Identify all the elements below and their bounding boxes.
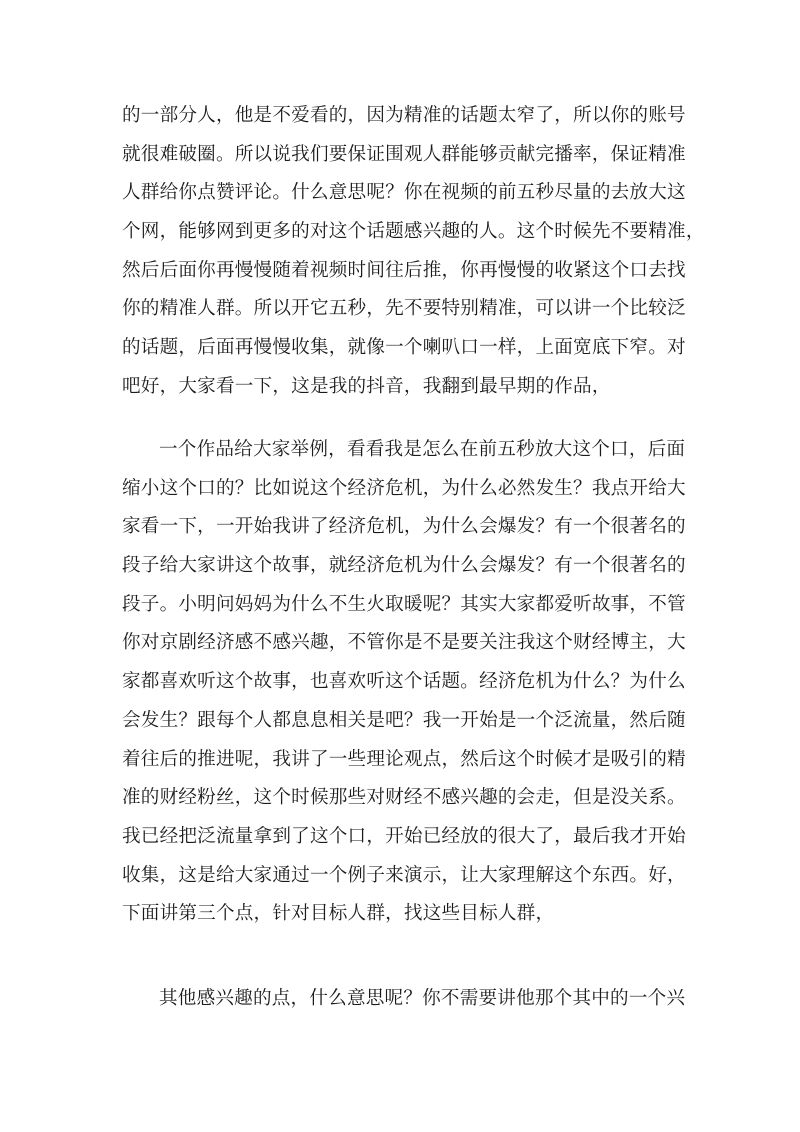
text-line: 准的财经粉丝，这个时候那些对财经不感兴趣的会走，但是没关系。 [122, 787, 686, 809]
text-line: 你的精准人群。所以开它五秒，先不要特别精准，可以讲一个比较泛 [122, 298, 686, 320]
text-line: 你对京剧经济感不感兴趣，不管你是不是要关注我这个财经博主，大 [122, 632, 686, 654]
text-line: 一个作品给大家举例，看看我是怎么在前五秒放大这个口，后面 [159, 439, 686, 460]
text-line: 会发生？跟每个人都息息相关是吧？我一开始是一个泛流量，然后随 [122, 709, 686, 731]
text-line: 我已经把泛流量拿到了这个口，开始已经放的很大了，最后我才开始 [122, 825, 686, 847]
paragraph-3 [122, 980, 686, 1019]
text-line: 个网，能够网到更多的对这个话题感兴趣的人。这个时候先不要精准， [122, 221, 705, 243]
text-line: 缩小这个口的？比如说这个经济危机，为什么必然发生？我点开给大 [122, 477, 686, 499]
paragraph-1 [122, 97, 705, 407]
text-line: 段子给大家讲这个故事，就经济危机为什么会爆发？有一个很著名的 [122, 555, 686, 577]
text-line: 家看一下，一开始我讲了经济危机，为什么会爆发？有一个很著名的 [122, 516, 686, 538]
text-line: 收集，这是给大家通过一个例子来演示，让大家理解这个东西。好， [122, 864, 686, 886]
text-line: 就很难破圈。所以说我们要保证围观人群能够贡献完播率，保证精准 [122, 143, 686, 165]
text-line: 的话题，后面再慢慢收集，就像一个喇叭口一样，上面宽底下窄。对 [122, 337, 686, 359]
text-line: 家都喜欢听这个故事，也喜欢听这个话题。经济危机为什么？为什么 [122, 671, 686, 693]
text-line: 着往后的推进呢，我讲了一些理论观点，然后这个时候才是吸引的精 [122, 748, 686, 770]
text-line: 然后后面你再慢慢随着视频时间往后推，你再慢慢的收紧这个口去找 [122, 259, 686, 281]
paragraph-2 [122, 431, 686, 934]
text-line: 的一部分人，他是不爱看的，因为精准的话题太窄了，所以你的账号 [122, 105, 686, 126]
text-line: 吧好，大家看一下，这是我的抖音，我翻到最早期的作品， [122, 375, 611, 397]
text-line: 其他感兴趣的点，什么意思呢？你不需要讲他那个其中的一个兴 [159, 988, 686, 1009]
text-line: 人群给你点赞评论。什么意思呢？你在视频的前五秒尽量的去放大这 [122, 182, 686, 204]
text-line: 下面讲第三个点，针对目标人群，找这些目标人群， [122, 903, 555, 925]
text-line: 段子。小明问妈妈为什么不生火取暖呢？其实大家都爱听故事，不管 [122, 593, 686, 615]
